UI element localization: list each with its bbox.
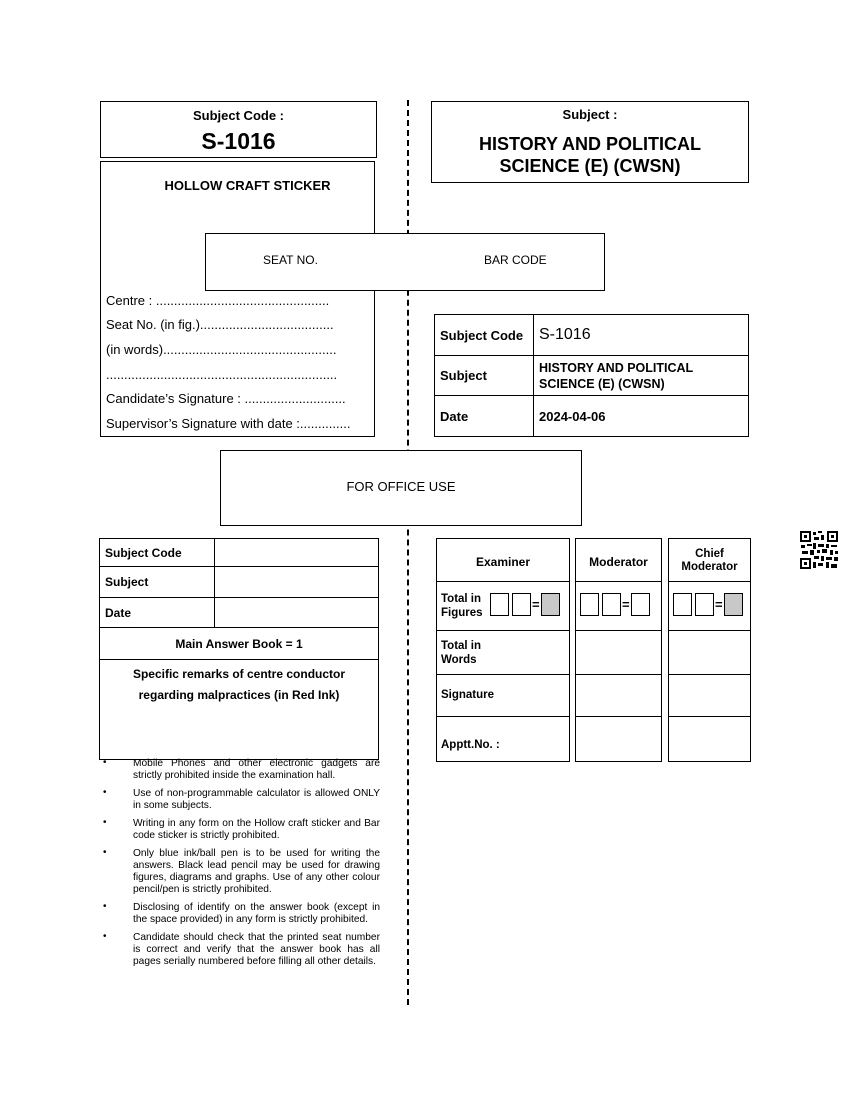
subject-code-value: S-1016 xyxy=(201,128,276,154)
chief-signature-cell xyxy=(668,674,751,717)
instruction-text: Disclosing of identify on the answer book (except in the space provided) in any form is strictly prohibited. xyxy=(133,902,380,925)
examiner-total-words-cell xyxy=(436,630,570,675)
instruction-item xyxy=(100,902,380,926)
subject-title-line2: SCIENCE (E) (CWSN) xyxy=(499,156,681,176)
candidate-signature-line: Candidate’s Signature : ............................ xyxy=(106,391,346,406)
examiner-total-box[interactable] xyxy=(541,593,560,616)
bar-code-label: BAR CODE xyxy=(484,253,547,267)
office-subject-label: Subject xyxy=(100,567,215,598)
moderator-header xyxy=(575,538,662,582)
supervisor-signature-line: Supervisor’s Signature with date :.............. xyxy=(106,416,351,431)
examiner-label: Examiner xyxy=(475,555,531,569)
examiner-signature-cell xyxy=(436,674,570,717)
chief-equals: = xyxy=(715,597,723,612)
info-date-label: Date xyxy=(435,396,534,437)
moderator-equals: = xyxy=(622,597,630,612)
subject-code-box xyxy=(100,101,377,158)
instruction-item xyxy=(100,788,380,812)
moderator-digit-2[interactable] xyxy=(602,593,621,616)
hollow-craft-sticker-box xyxy=(100,161,375,437)
instruction-text: Mobile Phones and other electronic gadgets are strictly prohibited inside the examination hall. xyxy=(133,758,380,781)
instruction-item xyxy=(100,848,380,896)
apptt-no-label: Apptt.No. : xyxy=(441,739,500,751)
examiner-column xyxy=(436,538,570,762)
chief-moderator-header xyxy=(668,538,751,582)
moderator-label: Moderator xyxy=(589,555,648,569)
centre-line: Centre : ................................................ xyxy=(106,293,330,308)
signature-label: Signature xyxy=(441,689,495,701)
moderator-apptt-cell xyxy=(575,716,662,762)
bullet-icon: • xyxy=(103,931,107,942)
total-figures-line1: Total in xyxy=(441,593,482,605)
info-subject-line1: HISTORY AND POLITICAL xyxy=(539,360,694,375)
office-use-box xyxy=(220,450,582,526)
info-subject-code-label: Subject Code xyxy=(435,315,534,356)
remarks-line1: Specific remarks of centre conductor xyxy=(132,667,346,681)
blank-line: ................................................................ xyxy=(106,367,338,382)
office-date-value xyxy=(215,598,379,628)
chief-moderator-column xyxy=(668,538,751,762)
examiner-digit-boxes xyxy=(490,593,560,616)
examiner-equals: = xyxy=(532,597,540,612)
total-figures-label xyxy=(441,592,483,620)
bullet-icon: • xyxy=(103,847,107,858)
instruction-text: Writing in any form on the Hollow craft sticker and Bar code sticker is strictly prohibited. xyxy=(133,818,380,841)
qr-code-icon xyxy=(799,530,839,570)
office-subject-code-value xyxy=(215,539,379,567)
bullet-icon: • xyxy=(103,817,107,828)
total-words-label xyxy=(441,639,481,667)
main-answer-book: Main Answer Book = 1 xyxy=(100,628,379,660)
remarks-cell xyxy=(100,660,379,760)
chief-digit-2[interactable] xyxy=(695,593,714,616)
office-table xyxy=(99,538,379,760)
moderator-digit-1[interactable] xyxy=(580,593,599,616)
chief-digit-1[interactable] xyxy=(673,593,692,616)
instruction-item xyxy=(100,818,380,842)
moderator-total-words-cell xyxy=(575,630,662,675)
bullet-icon: • xyxy=(103,901,107,912)
moderator-total-box[interactable] xyxy=(631,593,650,616)
office-use-label: FOR OFFICE USE xyxy=(346,479,456,494)
info-subject-line2: SCIENCE (E) (CWSN) xyxy=(539,376,665,391)
examiner-total-figures-cell xyxy=(436,581,570,631)
examiner-apptt-cell xyxy=(436,716,570,762)
office-subject-value xyxy=(215,567,379,598)
subject-code-label: Subject Code : xyxy=(192,108,284,123)
instruction-text: Use of non-programmable calculator is allowed ONLY in some subjects. xyxy=(133,788,380,811)
remarks-line2: regarding malpractices (in Red Ink) xyxy=(138,688,340,702)
bullet-icon: • xyxy=(103,757,107,768)
chief-label-line1: Chief xyxy=(695,548,724,560)
instruction-item xyxy=(100,758,380,782)
instructions-list xyxy=(100,758,380,974)
moderator-total-figures-cell xyxy=(575,581,662,631)
info-date-value: 2024-04-06 xyxy=(534,396,749,437)
examiner-header xyxy=(436,538,570,582)
subject-label: Subject : xyxy=(562,107,618,122)
bullet-icon: • xyxy=(103,787,107,798)
info-subject-value xyxy=(534,356,749,396)
info-table xyxy=(434,314,749,437)
instruction-item xyxy=(100,932,380,968)
total-words-line2: Words xyxy=(441,654,477,666)
sticker-title: HOLLOW CRAFT STICKER xyxy=(164,178,331,193)
examiner-digit-2[interactable] xyxy=(512,593,531,616)
chief-label-line2: Moderator xyxy=(681,561,738,573)
seat-no-fig-line: Seat No. (in fig.)..................................... xyxy=(106,317,334,332)
moderator-digit-boxes xyxy=(580,593,650,616)
subject-title-line1: HISTORY AND POLITICAL xyxy=(478,134,701,154)
total-words-line1: Total in xyxy=(441,640,482,652)
chief-total-words-cell xyxy=(668,630,751,675)
subject-box xyxy=(431,101,749,183)
moderator-column xyxy=(575,538,662,762)
office-subject-code-label: Subject Code xyxy=(100,539,215,567)
instruction-text: Only blue ink/ball pen is to be used for writing the answers. Black lead pencil may be used for drawing figures, diagrams and graphs. Use of any other colour pencil/pen is strictly prohibited. xyxy=(133,848,380,895)
chief-digit-boxes xyxy=(673,593,743,616)
info-subject-code-value: S-1016 xyxy=(534,315,749,356)
seat-barcode-box xyxy=(205,233,605,291)
instruction-text: Candidate should check that the printed seat number is correct and verify that the answer book has all pages serially numbered before filling all other details. xyxy=(133,932,380,967)
chief-apptt-cell xyxy=(668,716,751,762)
total-figures-line2: Figures xyxy=(441,607,483,619)
info-subject-label: Subject xyxy=(435,356,534,396)
seat-no-label: SEAT NO. xyxy=(263,253,318,267)
moderator-signature-cell xyxy=(575,674,662,717)
office-date-label: Date xyxy=(100,598,215,628)
chief-total-figures-cell xyxy=(668,581,751,631)
seat-no-words-line: (in words)................................................ xyxy=(106,342,337,357)
examiner-digit-1[interactable] xyxy=(490,593,509,616)
chief-total-box[interactable] xyxy=(724,593,743,616)
